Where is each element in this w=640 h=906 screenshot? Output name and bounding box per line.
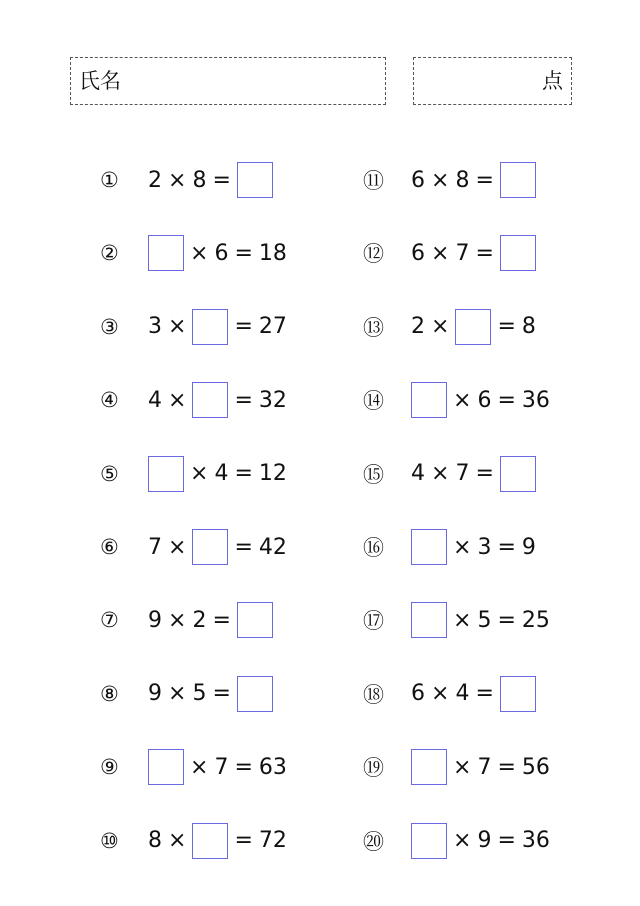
problem-number: ① bbox=[100, 168, 119, 192]
problem-expression bbox=[411, 823, 550, 859]
number-token: 4 bbox=[411, 461, 425, 487]
problem-expression bbox=[148, 309, 287, 345]
problem-number: ⑭ bbox=[363, 389, 384, 414]
number-token: 4 bbox=[214, 461, 229, 487]
equals-sign: = bbox=[212, 167, 231, 193]
equals-sign: = bbox=[212, 607, 231, 633]
times-sign: × bbox=[168, 534, 187, 560]
problem-number: ⑦ bbox=[100, 608, 119, 633]
problem-expression bbox=[411, 235, 536, 271]
problem-expression bbox=[148, 676, 273, 712]
times-sign: × bbox=[453, 828, 472, 854]
number-token: 6 bbox=[411, 681, 425, 707]
times-sign: × bbox=[431, 240, 450, 266]
answer-box[interactable] bbox=[148, 456, 184, 492]
problem-number: ③ bbox=[100, 314, 119, 339]
answer-box[interactable] bbox=[411, 529, 447, 565]
problem-number: ⑤ bbox=[100, 461, 119, 486]
problem-expression bbox=[148, 823, 287, 859]
problem-14 bbox=[363, 381, 550, 419]
problem-12 bbox=[363, 234, 536, 272]
problem-number: ⑲ bbox=[363, 756, 384, 781]
equals-sign: = bbox=[497, 387, 516, 413]
answer-box[interactable] bbox=[500, 456, 536, 492]
number-token: 5 bbox=[192, 681, 207, 707]
number-token: 72 bbox=[258, 828, 287, 854]
equals-sign: = bbox=[475, 167, 494, 193]
number-token: 2 bbox=[148, 167, 162, 193]
answer-box[interactable] bbox=[192, 823, 228, 859]
number-token: 25 bbox=[521, 607, 550, 633]
problem-5 bbox=[100, 455, 287, 493]
problem-expression bbox=[148, 382, 287, 418]
problem-expression bbox=[411, 529, 536, 565]
name-label: 氏名 bbox=[79, 69, 121, 93]
times-sign: × bbox=[453, 534, 472, 560]
number-token: 27 bbox=[258, 314, 287, 340]
times-sign: × bbox=[168, 314, 187, 340]
equals-sign: = bbox=[234, 754, 253, 780]
number-token: 5 bbox=[477, 607, 492, 633]
problem-number: ⑰ bbox=[363, 609, 384, 634]
problem-number: ⑩ bbox=[100, 828, 119, 853]
answer-box[interactable] bbox=[411, 749, 447, 785]
number-token: 12 bbox=[258, 461, 287, 487]
problem-number: ⑧ bbox=[100, 681, 119, 706]
problem-13 bbox=[363, 308, 536, 346]
problem-expression bbox=[148, 529, 287, 565]
answer-box[interactable] bbox=[500, 162, 536, 198]
answer-box[interactable] bbox=[500, 235, 536, 271]
answer-box[interactable] bbox=[237, 162, 273, 198]
problem-11 bbox=[363, 161, 536, 199]
number-token: 4 bbox=[148, 387, 162, 413]
problem-expression bbox=[411, 309, 536, 345]
times-sign: × bbox=[190, 240, 209, 266]
times-sign: × bbox=[453, 607, 472, 633]
answer-box[interactable] bbox=[411, 382, 447, 418]
number-token: 6 bbox=[477, 387, 492, 413]
problem-number: ② bbox=[100, 241, 119, 266]
problem-expression bbox=[411, 382, 550, 418]
answer-box[interactable] bbox=[148, 749, 184, 785]
times-sign: × bbox=[190, 461, 209, 487]
problem-number: ⑨ bbox=[100, 755, 119, 780]
answer-box[interactable] bbox=[192, 529, 228, 565]
number-token: 18 bbox=[258, 240, 287, 266]
number-token: 3 bbox=[477, 534, 492, 560]
problem-9 bbox=[100, 748, 287, 786]
equals-sign: = bbox=[497, 754, 516, 780]
equals-sign: = bbox=[212, 681, 231, 707]
number-token: 36 bbox=[521, 387, 550, 413]
equals-sign: = bbox=[475, 461, 494, 487]
problem-expression bbox=[411, 162, 536, 198]
number-token: 3 bbox=[148, 314, 162, 340]
equals-sign: = bbox=[234, 534, 253, 560]
answer-box[interactable] bbox=[455, 309, 491, 345]
number-token: 7 bbox=[148, 534, 162, 560]
equals-sign: = bbox=[234, 828, 253, 854]
number-token: 9 bbox=[477, 828, 492, 854]
number-token: 8 bbox=[521, 314, 536, 340]
problem-expression bbox=[148, 602, 273, 638]
equals-sign: = bbox=[497, 607, 516, 633]
number-token: 63 bbox=[258, 754, 287, 780]
equals-sign: = bbox=[497, 534, 516, 560]
problem-15 bbox=[363, 455, 536, 493]
number-token: 36 bbox=[521, 828, 550, 854]
answer-box[interactable] bbox=[237, 676, 273, 712]
problem-expression bbox=[148, 162, 273, 198]
problem-16 bbox=[363, 528, 536, 566]
problem-expression bbox=[411, 602, 550, 638]
score-label: 点 bbox=[542, 69, 563, 93]
number-token: 2 bbox=[192, 607, 207, 633]
number-token: 56 bbox=[521, 754, 550, 780]
problem-number: ⑮ bbox=[363, 462, 384, 487]
problem-number: ⑯ bbox=[363, 536, 384, 560]
number-token: 9 bbox=[148, 607, 162, 633]
number-token: 8 bbox=[192, 167, 207, 193]
problem-number: ⑪ bbox=[363, 169, 384, 193]
problem-8 bbox=[100, 675, 273, 713]
number-token: 2 bbox=[411, 314, 425, 340]
equals-sign: = bbox=[475, 240, 494, 266]
answer-box[interactable] bbox=[148, 235, 184, 271]
number-token: 7 bbox=[214, 754, 229, 780]
equals-sign: = bbox=[234, 387, 253, 413]
number-token: 8 bbox=[148, 828, 162, 854]
times-sign: × bbox=[168, 607, 187, 633]
number-token: 9 bbox=[521, 534, 536, 560]
number-token: 6 bbox=[214, 240, 229, 266]
problem-7 bbox=[100, 601, 273, 639]
equals-sign: = bbox=[234, 314, 253, 340]
problem-19 bbox=[363, 748, 550, 786]
problem-1 bbox=[100, 161, 273, 199]
equals-sign: = bbox=[234, 240, 253, 266]
problem-3 bbox=[100, 308, 287, 346]
times-sign: × bbox=[168, 167, 187, 193]
number-token: 6 bbox=[411, 167, 425, 193]
problem-number: ④ bbox=[100, 388, 119, 413]
problem-number: ⑳ bbox=[363, 829, 384, 854]
problem-expression bbox=[411, 749, 550, 785]
problem-10 bbox=[100, 822, 287, 860]
times-sign: × bbox=[190, 754, 209, 780]
problem-2 bbox=[100, 234, 287, 272]
equals-sign: = bbox=[497, 314, 516, 340]
problem-number: ⑥ bbox=[100, 535, 119, 559]
problem-expression bbox=[148, 749, 287, 785]
times-sign: × bbox=[431, 167, 450, 193]
number-token: 7 bbox=[477, 754, 492, 780]
number-token: 7 bbox=[455, 461, 470, 487]
times-sign: × bbox=[453, 387, 472, 413]
answer-box[interactable] bbox=[192, 309, 228, 345]
problem-17 bbox=[363, 601, 550, 639]
number-token: 6 bbox=[411, 240, 425, 266]
problem-number: ⑫ bbox=[363, 242, 384, 267]
times-sign: × bbox=[168, 387, 187, 413]
problem-18 bbox=[363, 675, 536, 713]
times-sign: × bbox=[431, 461, 450, 487]
answer-box[interactable] bbox=[411, 602, 447, 638]
number-token: 42 bbox=[258, 534, 287, 560]
number-token: 7 bbox=[455, 240, 470, 266]
times-sign: × bbox=[431, 314, 450, 340]
equals-sign: = bbox=[497, 828, 516, 854]
equals-sign: = bbox=[234, 461, 253, 487]
problem-number: ⑱ bbox=[363, 682, 384, 707]
problem-expression bbox=[411, 456, 536, 492]
problem-4 bbox=[100, 381, 287, 419]
times-sign: × bbox=[431, 681, 450, 707]
number-token: 32 bbox=[258, 387, 287, 413]
problem-6 bbox=[100, 528, 287, 566]
times-sign: × bbox=[168, 681, 187, 707]
number-token: 4 bbox=[455, 681, 470, 707]
problem-20 bbox=[363, 822, 550, 860]
problem-expression bbox=[148, 235, 287, 271]
number-token: 9 bbox=[148, 681, 162, 707]
equals-sign: = bbox=[475, 681, 494, 707]
answer-box[interactable] bbox=[500, 676, 536, 712]
problem-expression bbox=[148, 456, 287, 492]
problem-number: ⑬ bbox=[363, 315, 384, 340]
answer-box[interactable] bbox=[192, 382, 228, 418]
answer-box[interactable] bbox=[237, 602, 273, 638]
times-sign: × bbox=[453, 754, 472, 780]
times-sign: × bbox=[168, 828, 187, 854]
answer-box[interactable] bbox=[411, 823, 447, 859]
number-token: 8 bbox=[455, 167, 470, 193]
problem-expression bbox=[411, 676, 536, 712]
